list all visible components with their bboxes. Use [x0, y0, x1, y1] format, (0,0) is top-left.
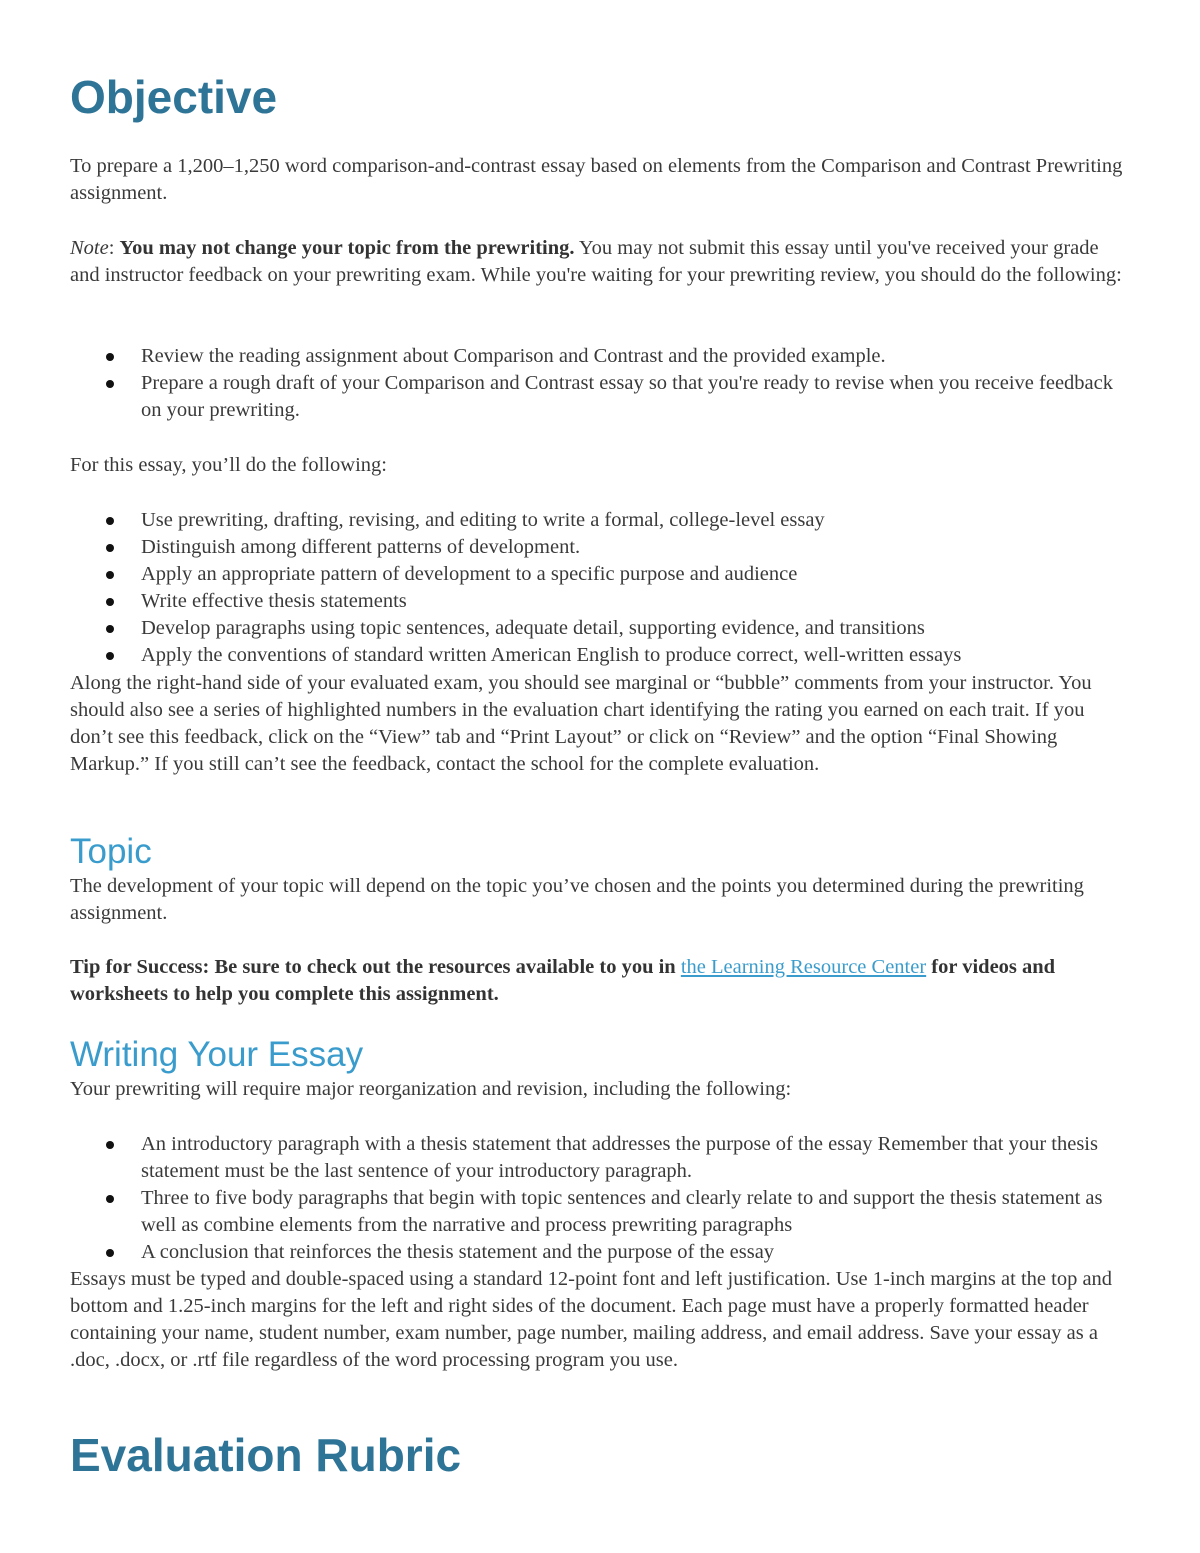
writing-heading: Writing Your Essay: [70, 1035, 364, 1074]
objective-intro: To prepare a 1,200–1,250 word comparison-and-contrast essay based on elements from the Comparison and Contrast Prewriting assignment.: [70, 155, 1123, 204]
writing-list: [70, 1131, 1130, 1266]
objective-heading: Objective: [70, 71, 278, 123]
note-label: Note: [70, 237, 109, 259]
format-paragraph: Essays must be typed and double-spaced using a standard 12-point font and left justification. Use 1-inch margins at the top and bottom and 1.25-inch margins for the left and right sides of the document. Each page must have a properly formatted header containing your name, student number, exam number, page number, mailing address, and email address. Save your essay as a .doc, .docx, or .rtf file regardless of the word processing program you use.: [70, 1268, 1113, 1371]
learning-resource-center-link[interactable]: the Learning Resource Center: [680, 956, 927, 978]
goals-list: [70, 507, 1130, 669]
rubric-heading: Evaluation Rubric: [70, 1429, 462, 1481]
list-item: Apply the conventions of standard written American English to produce correct, well-written essays: [70, 642, 1130, 669]
for-this-essay: For this essay, you’ll do the following:: [70, 454, 387, 476]
waiting-list: [70, 343, 1130, 424]
list-item: Use prewriting, drafting, revising, and editing to write a formal, college-level essay: [70, 507, 1130, 534]
note-rest: You may not submit this essay until you've received your grade and instructor feedback on your prewriting exam. While you're waiting for your prewriting review, you should do the following:: [70, 237, 1122, 286]
note-bold: You may not change your topic from the prewriting.: [119, 237, 575, 259]
tip-paragraph: [70, 954, 1130, 1008]
topic-heading: Topic: [70, 832, 152, 871]
tip-text: Tip for Success: Be sure to check out the resources available to you in: [70, 956, 681, 978]
feedback-paragraph: Along the right-hand side of your evaluated exam, you should see marginal or “bubble” comments from your instructor. You should also see a series of highlighted numbers in the evaluation chart identifying the rating you earned on each trait. If you don’t see this feedback, click on the “View” tab and “Print Layout” or click on “Review” and the option “Final Showing Markup.” If you still can’t see the feedback, contact the school for the complete evaluation.: [70, 672, 1092, 775]
list-item: Prepare a rough draft of your Comparison and Contrast essay so that you're ready to revise when you receive feedback on your prewriting.: [70, 370, 1130, 424]
list-item: Write effective thesis statements: [70, 588, 1130, 615]
note-sep: :: [108, 237, 120, 259]
note-paragraph: [70, 235, 1130, 289]
tip-text-end: for videos and worksheets to help you complete this assignment.: [70, 956, 1056, 1005]
list-item: Review the reading assignment about Comparison and Contrast and the provided example.: [70, 343, 1130, 370]
list-item: Distinguish among different patterns of development.: [70, 534, 1130, 561]
list-item: Apply an appropriate pattern of development to a specific purpose and audience: [70, 561, 1130, 588]
writing-intro: Your prewriting will require major reorganization and revision, including the following:: [70, 1078, 792, 1100]
topic-text: The development of your topic will depend on the topic you’ve chosen and the points you determined during the prewriting assignment.: [70, 875, 1084, 924]
list-item: A conclusion that reinforces the thesis statement and the purpose of the essay: [70, 1239, 1130, 1266]
list-item: Develop paragraphs using topic sentences, adequate detail, supporting evidence, and transitions: [70, 615, 1130, 642]
list-item: Three to five body paragraphs that begin with topic sentences and clearly relate to and support the thesis statement as well as combine elements from the narrative and process prewriting paragraphs: [70, 1185, 1130, 1239]
list-item: An introductory paragraph with a thesis statement that addresses the purpose of the essay Remember that your thesis statement must be the last sentence of your introductory paragraph.: [70, 1131, 1130, 1185]
